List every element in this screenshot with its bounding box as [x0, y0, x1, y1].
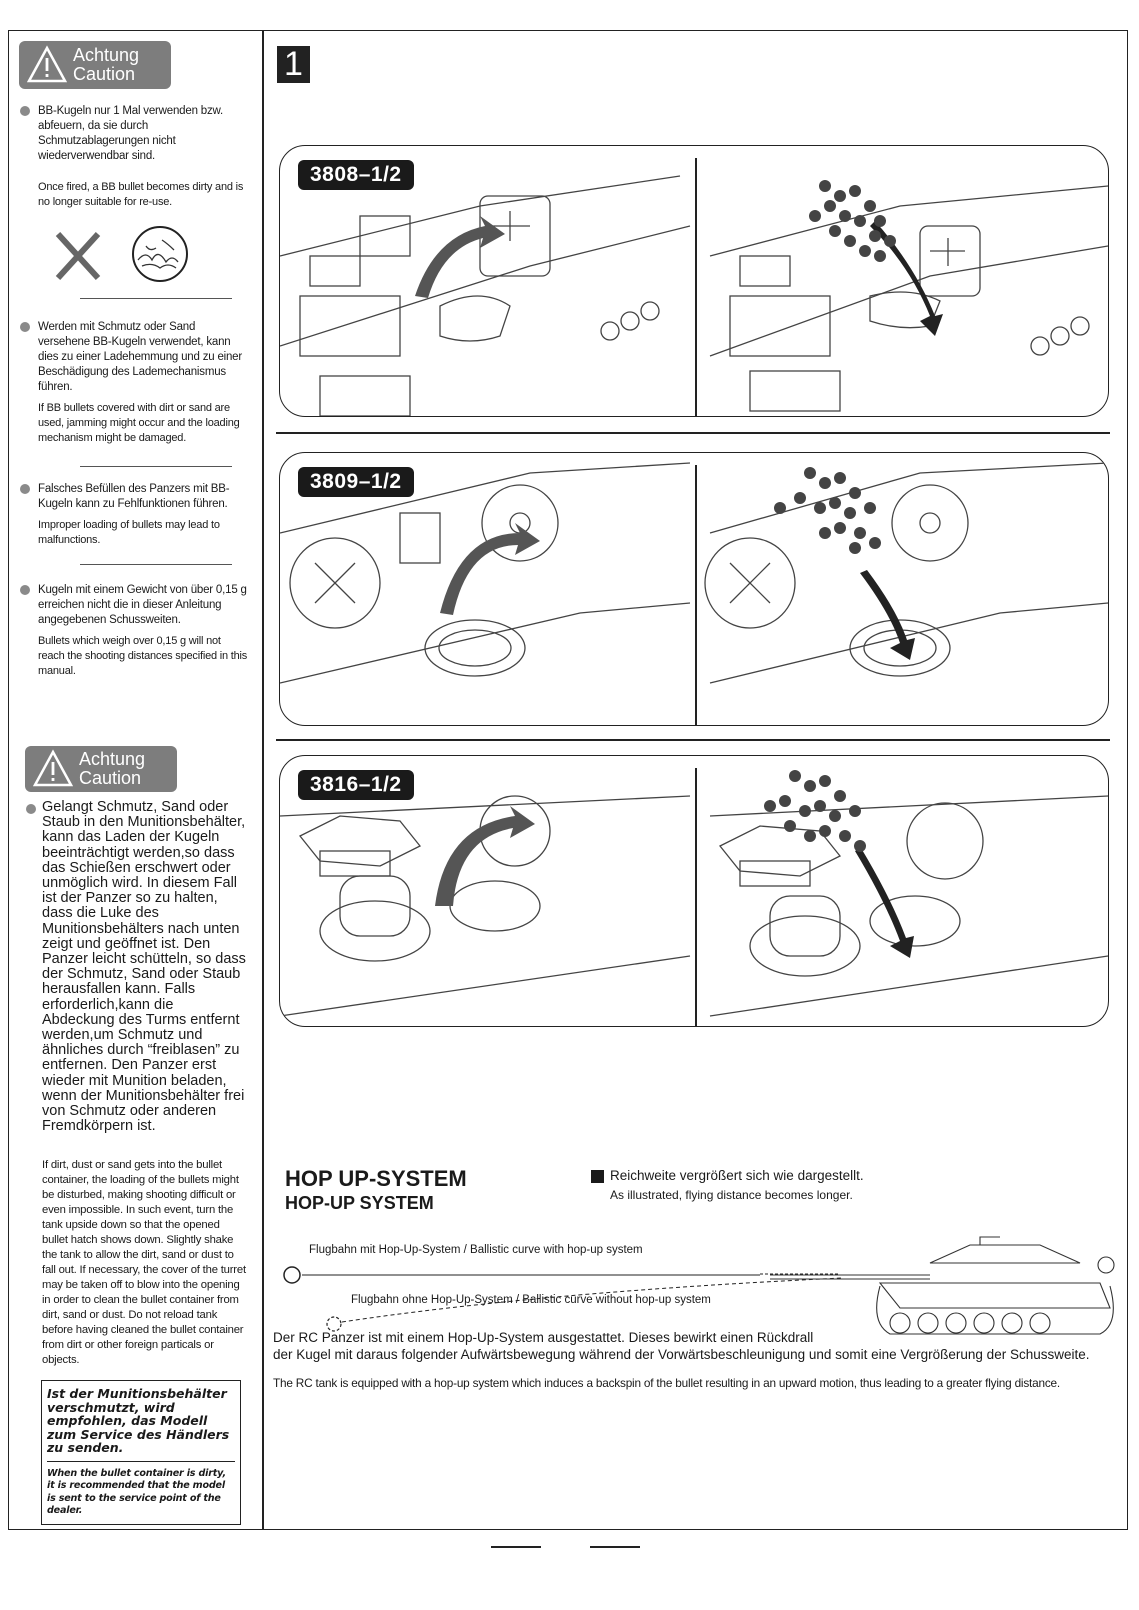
part-tag: 3809–1/2	[298, 467, 414, 497]
service-box	[41, 1380, 241, 1525]
warning-triangle-icon	[33, 749, 73, 789]
footer-line	[590, 1546, 640, 1548]
dirt-warning-en: If dirt, dust or sand gets into the bullet container, the loading of the bullets might be disturbed, making shooting difficult or even impossible. In such event, turn the tank upside down so that the opened bullet hatch shows down. Slightly shake the tank to allow the dirt, sand or dust to fall out. If necessary, the cover of the turret may be taken off to blow into the opening in order to clean the bullet container from dirt, sand or dust. Do not reload tank before having cleaned the bullet container from dirt or other foreign particals or objects.	[42, 1159, 246, 1366]
sidebar-item	[20, 583, 248, 679]
panel-divider	[695, 465, 697, 725]
sidebar-de: BB-Kugeln nur 1 Mal verwenden bzw. abfeuern, da sie durch Schmutzablagerungen nicht wiederverwendbar sind.	[38, 105, 223, 162]
service-en: When the bullet container is dirty, it is recommended that the model is sent to the service point of the dealer.	[47, 1467, 226, 1516]
caution-de: Achtung	[73, 45, 140, 65]
sidebar-de: Falsches Befüllen des Panzers mit BB-Kugeln kann zu Fehlfunktionen führen.	[38, 483, 230, 510]
separator	[80, 298, 232, 299]
hop-up-title-de: HOP UP-SYSTEM	[285, 1166, 467, 1191]
sidebar-en: If BB bullets covered with dirt or sand are used, jamming might occur and the loading mechanism might be damaged.	[38, 402, 240, 444]
sidebar-en: Improper loading of bullets may lead to malfunctions.	[38, 519, 220, 546]
bullet-icon	[20, 322, 30, 332]
separator	[80, 466, 232, 467]
warning-triangle-icon	[27, 45, 67, 85]
column-divider	[262, 30, 264, 1530]
panel-divider	[695, 768, 697, 1026]
sidebar-item	[20, 104, 248, 210]
caution-badge	[19, 41, 171, 89]
dirty-bb-illustration	[50, 226, 200, 286]
illustration-panel	[279, 452, 1109, 726]
illustration-panel	[279, 755, 1109, 1027]
caution-en: Caution	[73, 64, 136, 84]
bullet-icon	[20, 585, 30, 595]
hop-up-description-en: The RC tank is equipped with a hop-up system which induces a backspin of the bullet resulting in an upward motion, thus leading to a greater flying distance.	[273, 1376, 1060, 1390]
sidebar-en: Bullets which weigh over 0,15 g will not reach the shooting distances specified in this manual.	[38, 635, 248, 677]
hop-up-title-en: HOP-UP SYSTEM	[285, 1193, 434, 1213]
sidebar-item	[20, 320, 248, 446]
service-de: Ist der Munitionsbehälter verschmutzt, wird empfohlen, das Modell zum Service des Händlers zu senden.	[47, 1386, 230, 1455]
step-number: 1	[277, 46, 310, 83]
bullet-icon	[20, 106, 30, 116]
sidebar-en: Once fired, a BB bullet becomes dirty and is no longer suitable for re-use.	[38, 181, 244, 208]
part-tag: 3808–1/2	[298, 160, 414, 190]
separator	[276, 432, 1110, 434]
dirt-warning-de	[26, 800, 248, 1134]
hop-up-note-de: Reichweite vergrößert sich wie dargestellt.	[610, 1168, 864, 1183]
caution-badge	[25, 746, 177, 792]
footer-line	[491, 1546, 541, 1548]
separator	[80, 564, 232, 565]
sidebar-de: Werden mit Schmutz oder Sand versehene BB-Kugeln verwendet, kann dies zu einer Ladehemmung und zu einer Beschädigung des Lademechanismus führen.	[38, 321, 243, 393]
bullet-icon	[20, 484, 30, 494]
square-bullet-icon	[591, 1170, 604, 1183]
separator	[276, 739, 1110, 741]
caution-de: Achtung	[79, 749, 146, 769]
dirt-warning-de-text: Gelangt Schmutz, Sand oder Staub in den Munitionsbehälter, kann das Laden der Kugeln beeinträchtigt werden,so dass das Schießen erschwert oder unmöglich wird. In diesem Fall ist der Panzer so zu halten, dass die Luke des Munitionsbehälters nach unten zeigt und geöffnet ist. Den Panzer leicht schütteln, so dass der Schmutz, Sand oder Staub herausfallen kann. Falls erforderlich,kann die Abdeckung des Turms entfernt werden,um Schmutz und ähnliches durch “freiblasen” zu entfernen. Den Panzer erst wieder mit Munition beladen, wenn der Munitionsbehälter frei von Schmutz oder anderen Fremdkörpern ist.	[42, 799, 246, 1135]
illustration-panel	[279, 145, 1109, 417]
hop-up-note-en: As illustrated, flying distance becomes longer.	[610, 1188, 853, 1202]
part-tag: 3816–1/2	[298, 770, 414, 800]
service-divider	[47, 1461, 235, 1462]
panel-divider	[695, 158, 697, 416]
hop-up-description-de-1: Der RC Panzer ist mit einem Hop-Up-System ausgestattet. Dieses bewirkt einen Rückdrall	[273, 1330, 814, 1345]
sidebar-item	[20, 482, 248, 548]
sidebar-de: Kugeln mit einem Gewicht von über 0,15 g erreichen nicht die in dieser Anleitung angegebenen Schussweiten.	[38, 584, 247, 626]
curve-with-label: Flugbahn mit Hop-Up-System / Ballistic curve with hop-up system	[309, 1244, 643, 1256]
bullet-icon	[26, 804, 36, 814]
curve-without-label: Flugbahn ohne Hop-Up-System / Ballistic curve without hop-up system	[351, 1294, 711, 1306]
caution-en: Caution	[79, 768, 142, 788]
hop-up-description-de-2: der Kugel mit daraus folgender Aufwärtsbewegung während der Vorwärtsbeschleunigung und somit eine Vergrößerung der Schussweite.	[273, 1347, 1090, 1362]
